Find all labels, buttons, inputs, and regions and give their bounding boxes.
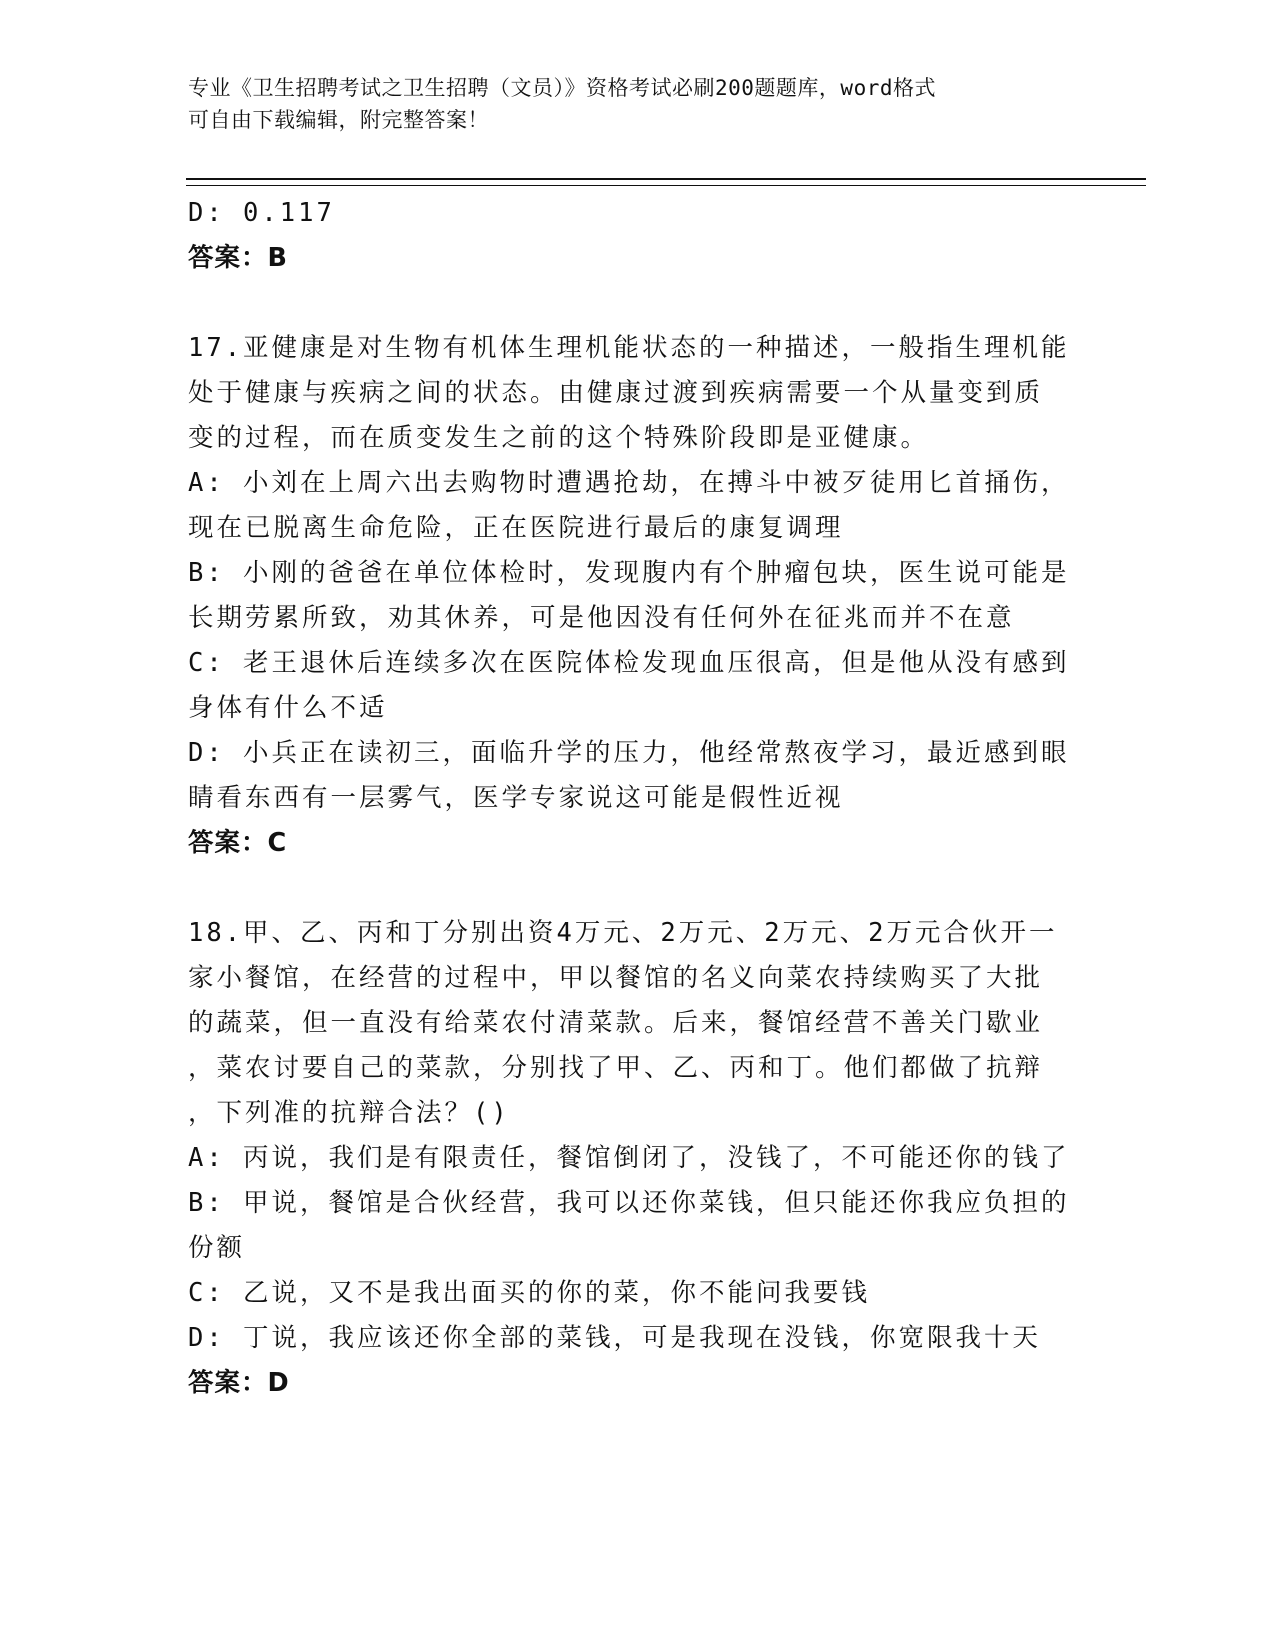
q18-stem-line: ，下列准的抗辩合法？() [188, 1098, 510, 1128]
q18-option-c: C: 乙说，又不是我出面买的你的菜，你不能问我要钱 [188, 1278, 871, 1308]
q17-answer: 答案：C [188, 828, 288, 858]
header-divider [186, 178, 1146, 186]
prev-answer: 答案：B [188, 243, 288, 273]
q17-option-c-cont: 身体有什么不适 [188, 693, 388, 723]
page-header [188, 72, 1068, 136]
q18-answer: 答案：D [188, 1368, 290, 1398]
q17-stem-line: 17.亚健康是对生物有机体生理机能状态的一种描述，一般指生理机能 [188, 333, 1070, 363]
q17-option-d-cont: 睛看东西有一层雾气，医学专家说这可能是假性近视 [188, 783, 844, 813]
question-17 [188, 326, 1078, 866]
q18-stem-line: 的蔬菜，但一直没有给菜农付清菜款。后来，餐馆经营不善关门歇业 [188, 1008, 1044, 1038]
q17-option-a-cont: 现在已脱离生命危险，正在医院进行最后的康复调理 [188, 513, 844, 543]
prev-option-d: D: 0.117 [188, 198, 335, 228]
spacer [188, 281, 1078, 326]
question-content [188, 191, 1078, 1406]
q17-stem-line: 变的过程，而在质变发生之前的这个特殊阶段即是亚健康。 [188, 423, 930, 453]
q18-option-d: D: 丁说，我应该还你全部的菜钱，可是我现在没钱，你宽限我十天 [188, 1323, 1042, 1353]
q18-option-b: B: 甲说，餐馆是合伙经营，我可以还你菜钱，但只能还你我应负担的 [188, 1188, 1070, 1218]
q17-option-d: D: 小兵正在读初三，面临升学的压力，他经常熬夜学习，最近感到眼 [188, 738, 1070, 768]
header-line-2: 可自由下载编辑，附完整答案！ [188, 108, 489, 132]
q18-stem-line: ，菜农讨要自己的菜款，分别找了甲、乙、丙和丁。他们都做了抗辩 [188, 1053, 1044, 1083]
q18-stem-line: 家小餐馆，在经营的过程中，甲以餐馆的名义向菜农持续购买了大批 [188, 963, 1044, 993]
q18-option-b-cont: 份额 [188, 1233, 246, 1263]
q17-option-a: A: 小刘在上周六出去购物时遭遇抢劫，在搏斗中被歹徒用匕首捅伤， [188, 468, 1070, 498]
q17-option-b: B: 小刚的爸爸在单位体检时，发现腹内有个肿瘤包块，医生说可能是 [188, 558, 1070, 588]
q18-option-a: A: 丙说，我们是有限责任，餐馆倒闭了，没钱了，不可能还你的钱了 [188, 1143, 1070, 1173]
q17-option-b-cont: 长期劳累所致，劝其休养，可是他因没有任何外在征兆而并不在意 [188, 603, 1015, 633]
spacer [188, 866, 1078, 911]
q17-option-c: C: 老王退休后连续多次在医院体检发现血压很高，但是他从没有感到 [188, 648, 1070, 678]
q18-stem-line: 18.甲、乙、丙和丁分别出资4万元、2万元、2万元、2万元合伙开一 [188, 918, 1058, 948]
header-line-1: 专业《卫生招聘考试之卫生招聘（文员）》资格考试必刷200题题库，word格式 [188, 76, 936, 100]
question-18 [188, 911, 1078, 1406]
q17-stem-line: 处于健康与疾病之间的状态。由健康过渡到疾病需要一个从量变到质 [188, 378, 1044, 408]
